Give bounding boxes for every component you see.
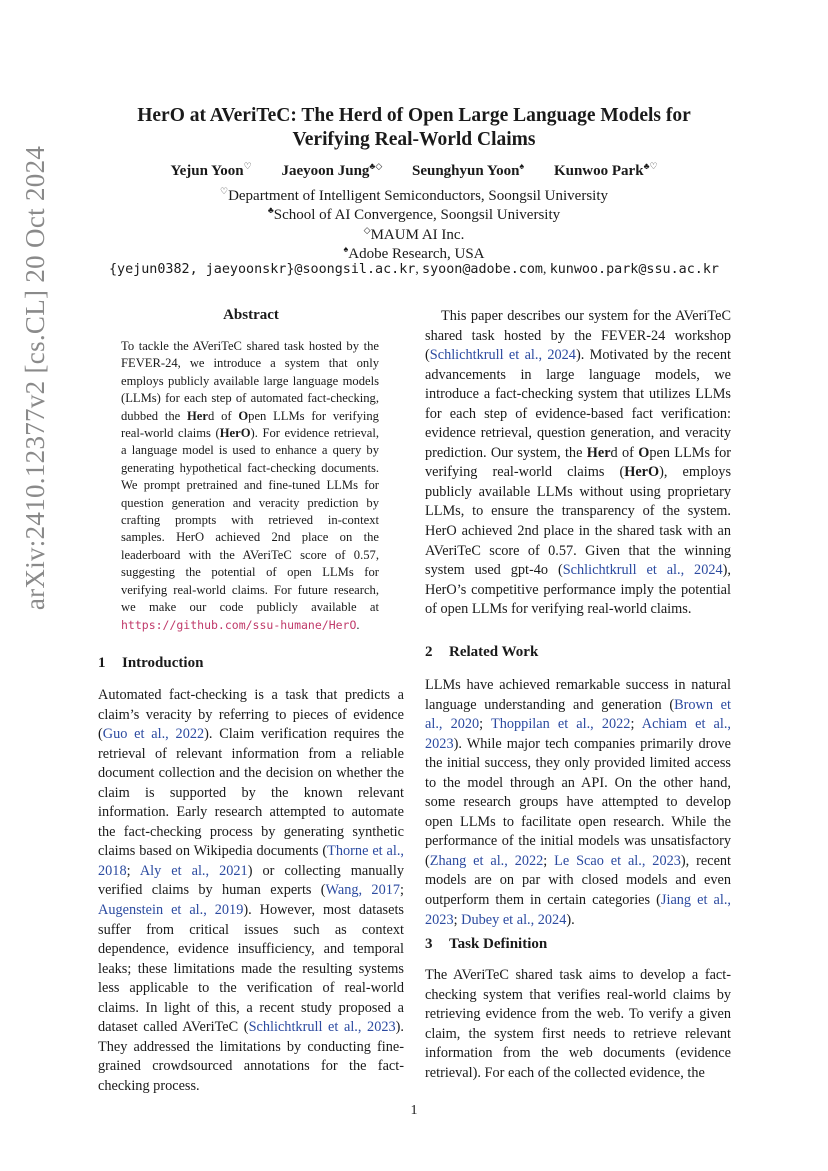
- section-2-body: LLMs have achieved remarkable success in natural language understanding and generation (Brown et al., 2020; Thoppilan et al., 2022; Achiam et al., 2023). While major tech companies primarily drove the initial success, they only provided limited access to the model through an API. On the other hand, some research groups have attempted to develop open LLMs to facilitate open research. While the performance of the initial models was unsatisfactory (Zhang et al., 2022; Le Scao et al., 2023), recent models are on par with closed models and even outperform them in certain categories (Jiang et al., 2023; Dubey et al., 2024).: [425, 677, 732, 928]
- arxiv-sidebar-id: [20, 145, 50, 845]
- author-2: Jaeyoon Jung♣◇: [281, 161, 383, 179]
- email-3[interactable]: kunwoo.park@ssu.ac.kr: [549, 262, 719, 277]
- section-1-body: Automated fact-checking is a task that predicts a claim’s veracity by referring to pieces of evidence (Guo et al., 2022). Claim verification requires the retrieval of relevant information from a reliable document collection and the decision on whether the claim is supported by the known relevant information. Early research attempted to automate the fact-checking process by generating synthetic claims based on Wikipedia documents (Thorne et al., 2018; Aly et al., 2021) or collecting manually verified claims by human experts (Wang, 2017; Augenstein et al., 2019). However, most datasets suffer from critical issues such as context dependence, evidence insufficiency, and temporal leaks; these limitations made the resulting systems less applicable to the verification of real-world claims. In light of this, a recent study proposed a dataset called AVeriTeC (Schlichtkrull et al., 2023). They addressed the limitations by conducting fine-grained crowdsourced annotations for the fact-checking process.: [98, 687, 405, 1094]
- code-url-link[interactable]: https://github.com/ssu-humane/HerO: [121, 617, 357, 632]
- abstract-heading: Abstract: [223, 307, 279, 323]
- section-3-body: The AVeriTeC shared task aims to develop a fact-checking system that verifies real-world claims by retrieving evidence from the web. To verify a given claim, the system first needs to retrieve relevant information from the web documents (evidence retrieval). For each of the collected evidence, the: [425, 967, 731, 1081]
- abstract-body: To tackle the AVeriTeC shared task hosted by the FEVER-24, we introduce a system that only employs publicly available large language models (LLMs) for each step of automated fact-checking, dubbed the Herd of Open LLMs for verifying real-world claims (HerO). For evidence retrieval, a language model is used to enhance a query by generating hypothetical fact-checking documents. We prompt pretrained and fine-tuned LLMs for question generation and veracity prediction by crafting prompts with retrieved in-context samples. HerO achieved 2nd place on the leaderboard with the AVeriTeC score of 0.57, suggesting the potential of open LLMs for verifying real-world claims. For future research, we make our code publicly available at https://github.com/ssu-humane/HerO.: [121, 339, 379, 632]
- paper-title: [0, 104, 828, 152]
- citation-link[interactable]: Guo et al., 2022: [102, 726, 205, 743]
- section-3-heading: 3 Task Definition: [425, 936, 548, 952]
- citation-link[interactable]: Augenstein et al., 2019: [98, 902, 244, 919]
- affiliation-3: ◇MAUM AI Inc.: [363, 225, 465, 243]
- section-2-heading: 2 Related Work: [425, 644, 539, 660]
- page-number: 1: [410, 1103, 418, 1118]
- title-line-2: Verifying Real-World Claims: [292, 129, 536, 150]
- affiliation-4: ♠Adobe Research, USA: [343, 244, 485, 262]
- citation-link[interactable]: Dubey et al., 2024: [461, 911, 567, 928]
- citation-link[interactable]: Schlichtkrull et al., 2024: [429, 347, 576, 364]
- citation-link[interactable]: Thorne et al., 2018: [98, 843, 405, 879]
- author-3: Seunghyun Yoon♠: [412, 161, 525, 179]
- email-1[interactable]: {yejun0382, jaeyoonskr}@soongsil.ac.kr: [108, 262, 416, 277]
- author-4: Kunwoo Park♣♡: [553, 161, 658, 179]
- citation-link[interactable]: Wang, 2017: [325, 882, 401, 899]
- author-emails: {yejun0382, jaeyoonskr}@soongsil.ac.kr, syoon@adobe.com, kunwoo.park@ssu.ac.kr: [108, 261, 719, 277]
- author-1: Yejun Yoon♡: [170, 161, 252, 179]
- citation-link[interactable]: Le Scao et al., 2023: [554, 852, 681, 869]
- section-1-heading: 1 Introduction: [98, 655, 204, 671]
- citation-link[interactable]: Schlichtkrull et al., 2023: [248, 1019, 396, 1036]
- affiliation-1: ♡Department of Intelligent Semiconductors, Soongsil University: [219, 186, 608, 204]
- citation-link[interactable]: Achiam et al., 2023: [425, 716, 731, 752]
- citation-link[interactable]: Jiang et al., 2023: [425, 892, 731, 928]
- citation-link[interactable]: Aly et al., 2021: [139, 862, 248, 879]
- citation-link[interactable]: Schlichtkrull et al., 2024: [562, 562, 723, 579]
- email-2[interactable]: syoon@adobe.com: [422, 262, 543, 277]
- affiliation-2: ♣School of AI Convergence, Soongsil University: [267, 205, 561, 223]
- title-line-1: HerO at AVeriTeC: The Herd of Open Large Language Models for: [137, 105, 691, 126]
- arxiv-id-text: arXiv:2410.12377v2 [cs.CL] 20 Oct 2024: [20, 145, 50, 611]
- intro-continued-body: This paper describes our system for the AVeriTeC shared task hosted by the FEVER-24 workshop (Schlichtkrull et al., 2024). Motivated by the recent advancements in large language models, we introduce a fact-checking system that utilizes LLMs for each step of evidence-based fact verification: evidence retrieval, question generation, and veracity prediction. Our system, the Herd of Open LLMs for verifying real-world claims (HerO), employs publicly available LLMs without using proprietary LLMs, to ensure the transparency of the system. HerO achieved 2nd place in the shared task with an AVeriTeC score of 0.57. Given that the winning system used gpt-4o (Schlichtkrull et al., 2024), HerO’s competitive performance imply the potential of open LLMs for verifying real-world claims.: [425, 308, 732, 618]
- citation-link[interactable]: Thoppilan et al., 2022: [491, 716, 631, 733]
- author-list: [0, 161, 828, 180]
- citation-link[interactable]: Zhang et al., 2022: [429, 852, 544, 869]
- citation-link[interactable]: Brown et al., 2020: [425, 696, 731, 733]
